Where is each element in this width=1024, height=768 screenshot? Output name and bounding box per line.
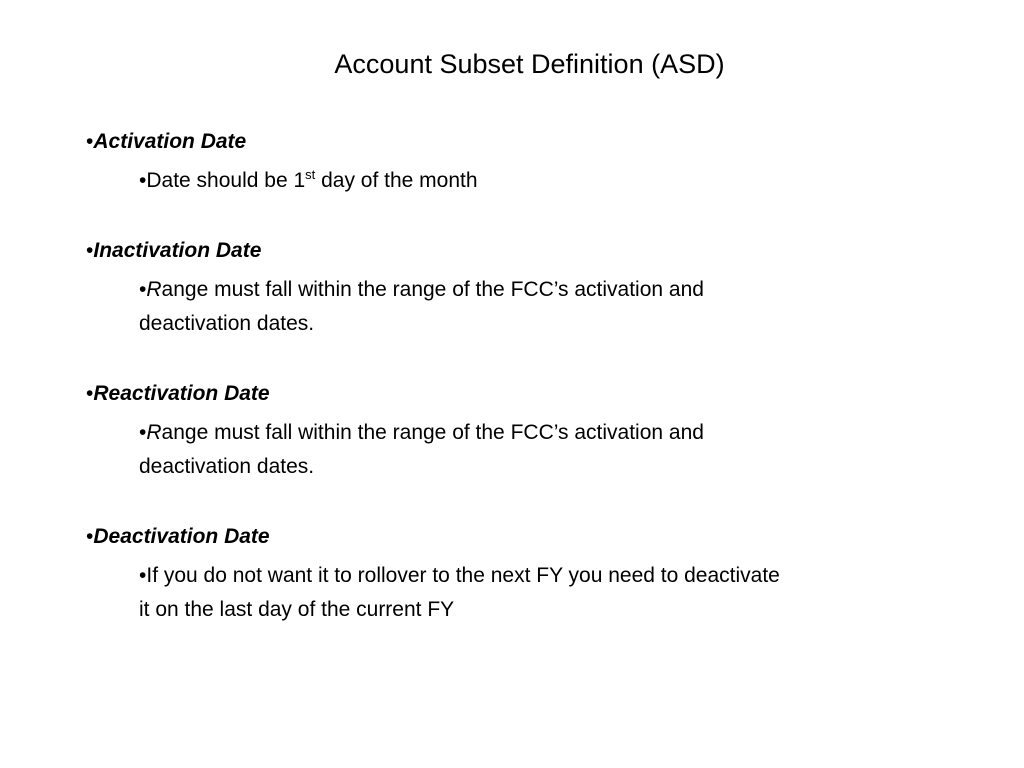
bullet-icon: • [139,278,147,301]
sub-bullet-deactivation [86,559,966,627]
section-activation-date [86,124,966,198]
heading-reactivation-date [86,376,966,412]
sub-bullet-line-2: deactivation dates. [139,455,315,478]
sub-bullet-inactivation [86,273,966,341]
sub-text-prefix: Date should be 1 [146,169,306,192]
section-inactivation-date [86,233,966,341]
sub-bullet-line-2: it on the last day of the current FY [139,598,455,621]
sub-bullet-reactivation [86,416,966,484]
bullet-icon: • [86,239,94,262]
bullet-icon: • [86,130,94,153]
sub-text: If you do not want it to rollover to the next FY you need to deactivate [146,564,780,587]
slide-title: Account Subset Definition (ASD) [334,49,725,79]
sub-text-suffix: day of the month [315,169,478,192]
sub-bullet-line-1 [139,273,966,307]
heading-activation-date [86,124,966,160]
sub-bullet-line-1 [139,559,966,593]
sub-text-rest: ange must fall within the range of the FCC’s activation and [161,421,704,444]
sub-text-rest: ange must fall within the range of the FCC’s activation and [161,278,704,301]
ordinal-suffix: st [305,167,316,182]
sub-bullet-line-1 [139,416,966,450]
italic-initial: R [146,278,162,301]
sub-bullet-line [139,164,966,198]
heading-text: Reactivation Date [93,382,270,405]
section-reactivation-date [86,376,966,484]
bullet-icon: • [139,169,147,192]
heading-text: Activation Date [93,130,247,153]
heading-text: Deactivation Date [93,525,270,548]
bullet-icon: • [86,525,94,548]
bullet-icon: • [139,564,147,587]
italic-initial: R [146,421,162,444]
heading-text: Inactivation Date [93,239,262,262]
section-deactivation-date [86,519,966,627]
sub-bullet-activation [86,164,966,198]
bullet-icon: • [86,382,94,405]
bullet-list [86,124,966,662]
sub-bullet-line-2: deactivation dates. [139,312,315,335]
heading-deactivation-date [86,519,966,555]
bullet-icon: • [139,421,147,444]
heading-inactivation-date [86,233,966,269]
